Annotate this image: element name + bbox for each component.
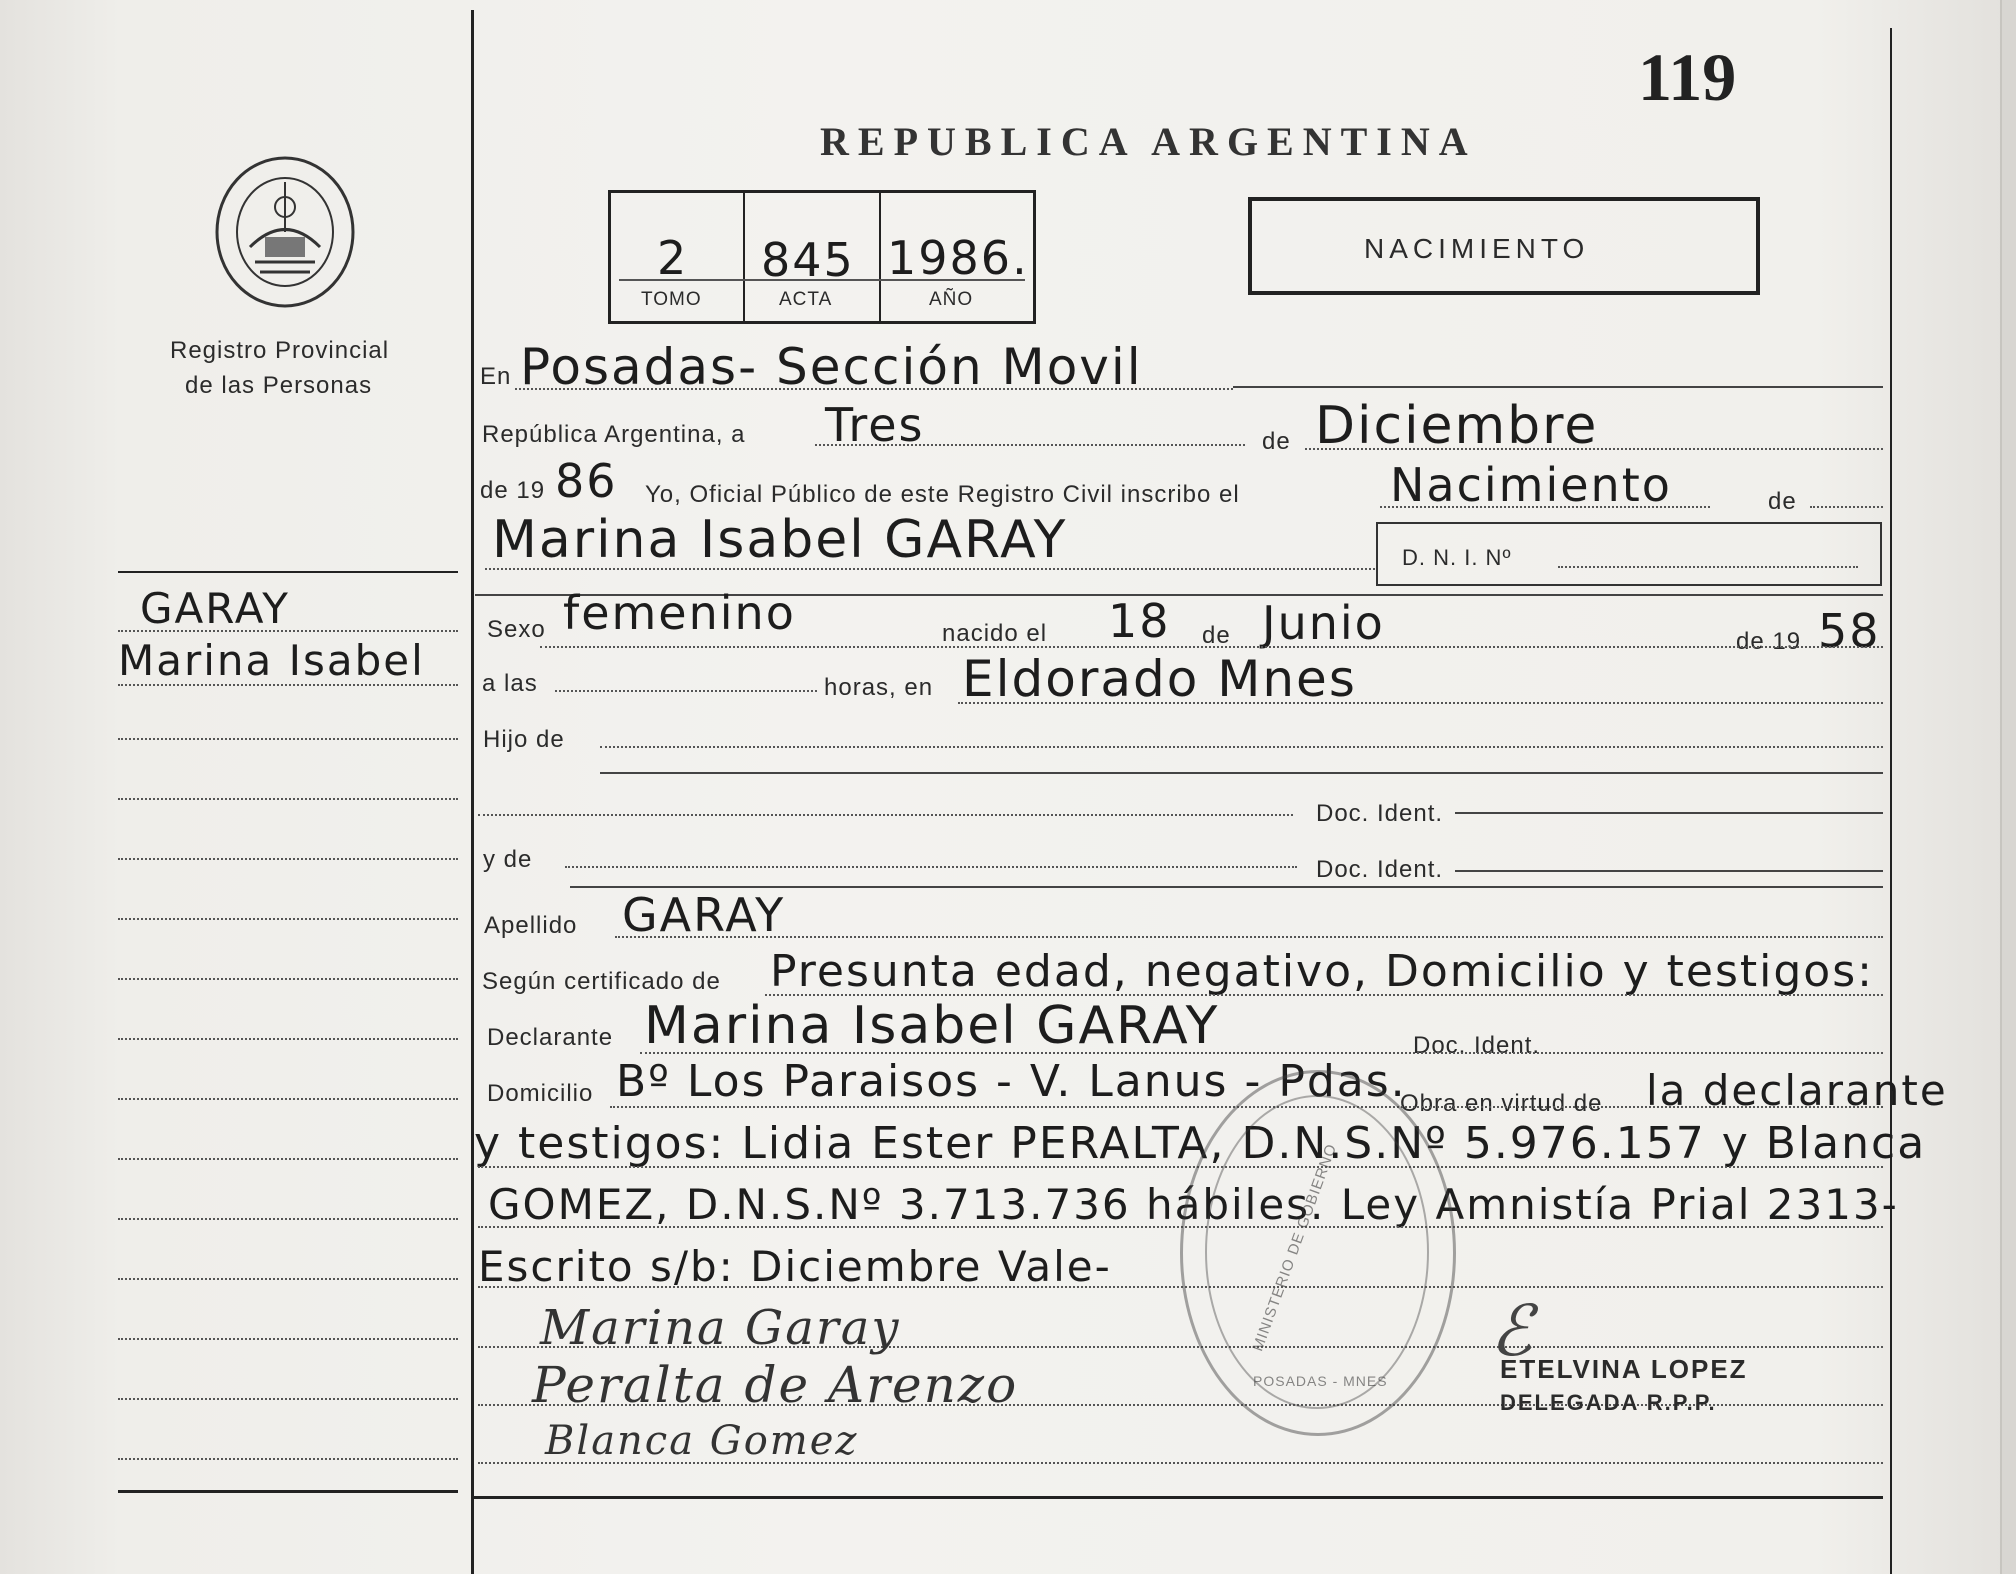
yde-label: y de (483, 846, 533, 873)
page-edge (2000, 0, 2016, 1574)
stamp-bottom-text: POSADAS - MNES (1253, 1373, 1388, 1389)
apellido-label: Apellido (484, 912, 578, 939)
apellido-value: GARAY (622, 888, 786, 942)
page-number: 119 (1638, 39, 1737, 115)
margin-line (118, 1278, 458, 1280)
margin-surname: GARAY (140, 584, 290, 633)
form-line (815, 444, 1245, 446)
republica-label: República Argentina, a (482, 421, 746, 448)
record-type-box (1248, 197, 1760, 295)
signature-witness-2: Blanca Gomez (545, 1418, 859, 1464)
dni-label: D. N. I. Nº (1402, 545, 1512, 570)
form-line (1380, 506, 1710, 508)
acta-value: 845 (761, 233, 855, 287)
official-name: ETELVINA LOPEZ (1500, 1354, 1748, 1384)
form-line (1455, 812, 1883, 814)
form-line (478, 1166, 1883, 1168)
official-signature: ℰ (1490, 1290, 1535, 1372)
segun-value: Presunta edad, negativo, Domicilio y testigos: (770, 946, 1874, 997)
margin-line (118, 1038, 458, 1040)
form-line (1305, 448, 1883, 450)
declarante-label: Declarante (487, 1024, 614, 1051)
left-column-border (471, 10, 474, 1574)
day-value: Tres (825, 398, 925, 452)
birth-de-label: de (1202, 622, 1231, 649)
declarante-value: Marina Isabel GARAY (644, 996, 1220, 1056)
margin-line (118, 1158, 458, 1160)
birth-year: 58 (1818, 604, 1881, 658)
form-line (600, 772, 1883, 774)
margin-given-name: Marina Isabel (118, 636, 425, 685)
form-line (640, 1052, 1883, 1054)
form-line (1810, 506, 1883, 508)
acta-label: ACTA (779, 289, 833, 310)
stamp-center-text: MINISTERIO DE GOBIERNO (1249, 1141, 1341, 1354)
form-bottom-rule (474, 1496, 1883, 1499)
official-title: DELEGADA R.P.P. (1500, 1390, 1717, 1415)
signature-declarante: Marina Garay (540, 1300, 901, 1356)
segun-label: Según certificado de (482, 968, 721, 995)
margin-line (118, 738, 458, 740)
act-de-label: de (1768, 488, 1797, 515)
form-line (1233, 386, 1883, 388)
form-line (1455, 870, 1883, 872)
form-line (600, 746, 1883, 748)
margin-line (118, 918, 458, 920)
birth-month: Junio (1262, 596, 1385, 650)
provincial-seal (210, 152, 360, 312)
birth-place: Eldorado Mnes (962, 650, 1357, 708)
form-line (555, 690, 817, 692)
record-type: NACIMIENTO (1364, 233, 1590, 264)
margin-line (118, 978, 458, 980)
sexo-label: Sexo (487, 616, 546, 643)
margin-line (118, 1458, 458, 1460)
gomez-line: GOMEZ, D.N.S.Nº 3.713.736 hábiles. Ley Amnistía Prial 2313- (488, 1180, 1899, 1229)
year-value: 86 (555, 454, 618, 508)
horas-label: horas, en (824, 674, 934, 701)
dni-box (1376, 522, 1882, 586)
obra-value: la declarante (1646, 1066, 1948, 1115)
form-line (485, 568, 1375, 570)
year-prefix: de 19 (480, 477, 546, 504)
country-title: REPUBLICA ARGENTINA (820, 119, 1477, 164)
margin-top-rule (118, 571, 458, 573)
form-line (615, 936, 1883, 938)
month-value: Diciembre (1315, 396, 1599, 456)
hijo-label: Hijo de (483, 726, 565, 753)
de-label: de (1262, 428, 1291, 455)
doc-ident-label-2: Doc. Ident. (1316, 856, 1444, 883)
domicilio-label: Domicilio (487, 1080, 594, 1107)
anio-value: 1986. (887, 231, 1029, 285)
obra-label: Obra en virtud de (1400, 1090, 1603, 1117)
alas-label: a las (482, 670, 538, 697)
form-line (540, 646, 1883, 648)
signature-witness-1: Peralta de Arenzo (532, 1356, 1019, 1414)
tomo-value: 2 (657, 231, 689, 285)
domicilio-value: Bº Los Paraisos - V. Lanus - Pdas. (616, 1056, 1407, 1107)
margin-line (118, 1338, 458, 1340)
margin-line (118, 1098, 458, 1100)
sexo-value: femenino (563, 586, 796, 640)
margin-line (118, 684, 458, 686)
margin-line (118, 798, 458, 800)
en-label: En (480, 363, 512, 390)
yo-text: Yo, Oficial Público de este Registro Civil inscribo el (645, 481, 1240, 508)
right-border (1890, 28, 1892, 1574)
place-value: Posadas- Sección Movil (520, 338, 1143, 396)
form-line (515, 388, 1233, 390)
form-line (958, 702, 1883, 704)
margin-line (118, 858, 458, 860)
margin-bottom-rule (118, 1490, 458, 1493)
form-line (565, 866, 1297, 868)
escrito-line: Escrito s/b: Diciembre Vale- (478, 1242, 1112, 1291)
doc-ident-label-3: Doc. Ident. (1413, 1032, 1541, 1059)
registry-line1: Registro Provincial (170, 337, 390, 364)
anio-label: AÑO (929, 289, 974, 310)
official-stamp (1180, 1070, 1456, 1436)
margin-line (118, 1398, 458, 1400)
nacido-label: nacido el (942, 620, 1048, 647)
book-box (608, 190, 1036, 324)
birth-year-prefix: de 19 (1736, 628, 1802, 655)
margin-line (118, 630, 458, 632)
tomo-label: TOMO (641, 289, 702, 310)
registered-name: Marina Isabel GARAY (492, 510, 1068, 570)
testigos-line: y testigos: Lidia Ester PERALTA, D.N.S.Nº 5.976.157 y Blanca (474, 1118, 1927, 1169)
form-line (478, 814, 1293, 816)
form-line (1558, 566, 1858, 568)
act-value: Nacimiento (1390, 458, 1672, 512)
margin-line (118, 1218, 458, 1220)
birth-day: 18 (1108, 594, 1171, 648)
doc-ident-label-1: Doc. Ident. (1316, 800, 1444, 827)
form-line (478, 1286, 1883, 1288)
registry-line2: de las Personas (185, 372, 373, 399)
